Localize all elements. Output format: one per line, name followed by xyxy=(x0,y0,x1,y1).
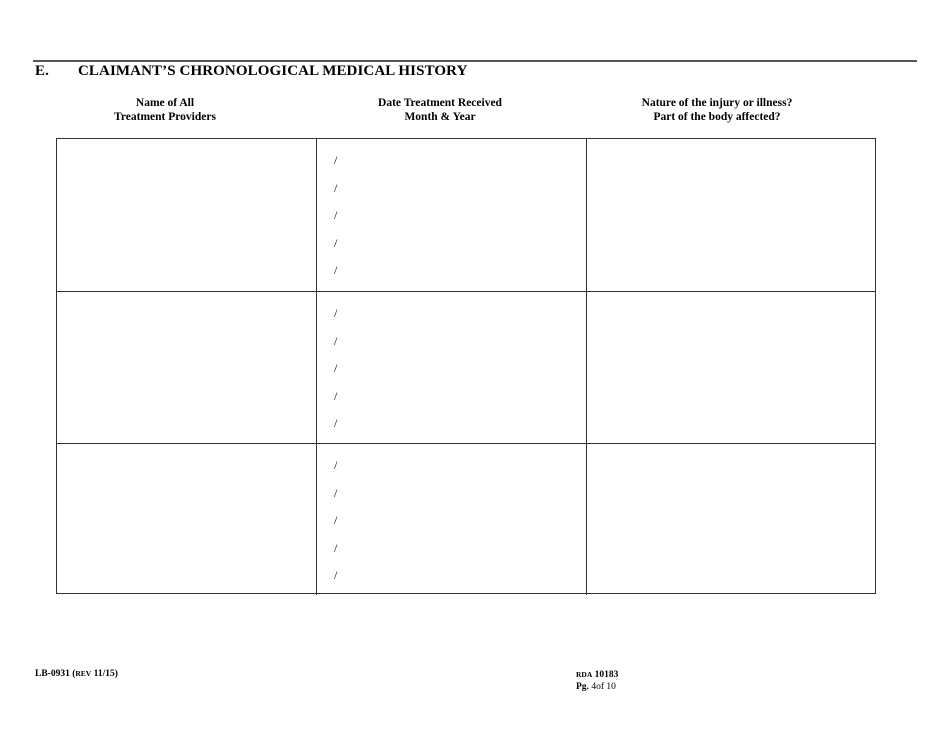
table-row xyxy=(57,443,875,595)
medical-history-table xyxy=(56,138,876,594)
column-header-providers xyxy=(65,96,265,124)
column-header-nature-line2: Part of the body affected? xyxy=(653,111,781,123)
date-separator: / xyxy=(334,306,338,320)
form-code: LB-0931 (REV 11/15) xyxy=(35,669,118,679)
date-separator: / xyxy=(334,458,338,472)
provider-field[interactable] xyxy=(57,292,316,443)
date-separator: / xyxy=(334,236,338,250)
rda-number: 10183 xyxy=(594,670,619,680)
nature-field[interactable] xyxy=(586,444,875,595)
dates-field[interactable] xyxy=(316,139,586,291)
date-separator: / xyxy=(334,181,338,195)
rda-line xyxy=(576,669,618,681)
column-header-providers-line2: Treatment Providers xyxy=(114,111,216,123)
date-separator: / xyxy=(334,416,338,430)
column-header-nature xyxy=(610,96,824,124)
column-header-dates xyxy=(340,96,540,124)
page-number xyxy=(576,681,618,693)
date-separator: / xyxy=(334,486,338,500)
form-number: LB-0931 xyxy=(35,669,70,679)
provider-field[interactable] xyxy=(57,444,316,595)
date-separator: / xyxy=(334,389,338,403)
dates-field[interactable] xyxy=(316,444,586,595)
section-letter: E. xyxy=(35,63,49,79)
page-text: 4of 10 xyxy=(591,682,616,692)
rev-date: 11/15 xyxy=(93,669,115,679)
column-header-dates-line2: Month & Year xyxy=(404,111,476,123)
date-separator: / xyxy=(334,513,338,527)
nature-field[interactable] xyxy=(586,139,875,291)
date-separator: / xyxy=(334,334,338,348)
rda-block xyxy=(576,669,618,693)
table-row xyxy=(57,139,875,291)
rda-label: RDA xyxy=(576,670,593,679)
date-separator: / xyxy=(334,541,338,555)
page-label: Pg. xyxy=(576,682,589,692)
column-header-nature-line1: Nature of the injury or illness? xyxy=(641,97,793,109)
date-separator: / xyxy=(334,568,338,582)
table-row xyxy=(57,291,875,443)
dates-field[interactable] xyxy=(316,292,586,443)
top-divider xyxy=(33,60,917,62)
date-separator: / xyxy=(334,361,338,375)
column-header-providers-line1: Name of All xyxy=(135,97,195,109)
provider-field[interactable] xyxy=(57,139,316,291)
nature-field[interactable] xyxy=(586,292,875,443)
section-title: CLAIMANT’S CHRONOLOGICAL MEDICAL HISTORY xyxy=(78,63,468,79)
column-header-dates-line1: Date Treatment Received xyxy=(378,97,502,109)
rev-label: REV xyxy=(75,669,92,678)
date-separator: / xyxy=(334,153,338,167)
date-separator: / xyxy=(334,263,338,277)
date-separator: / xyxy=(334,208,338,222)
